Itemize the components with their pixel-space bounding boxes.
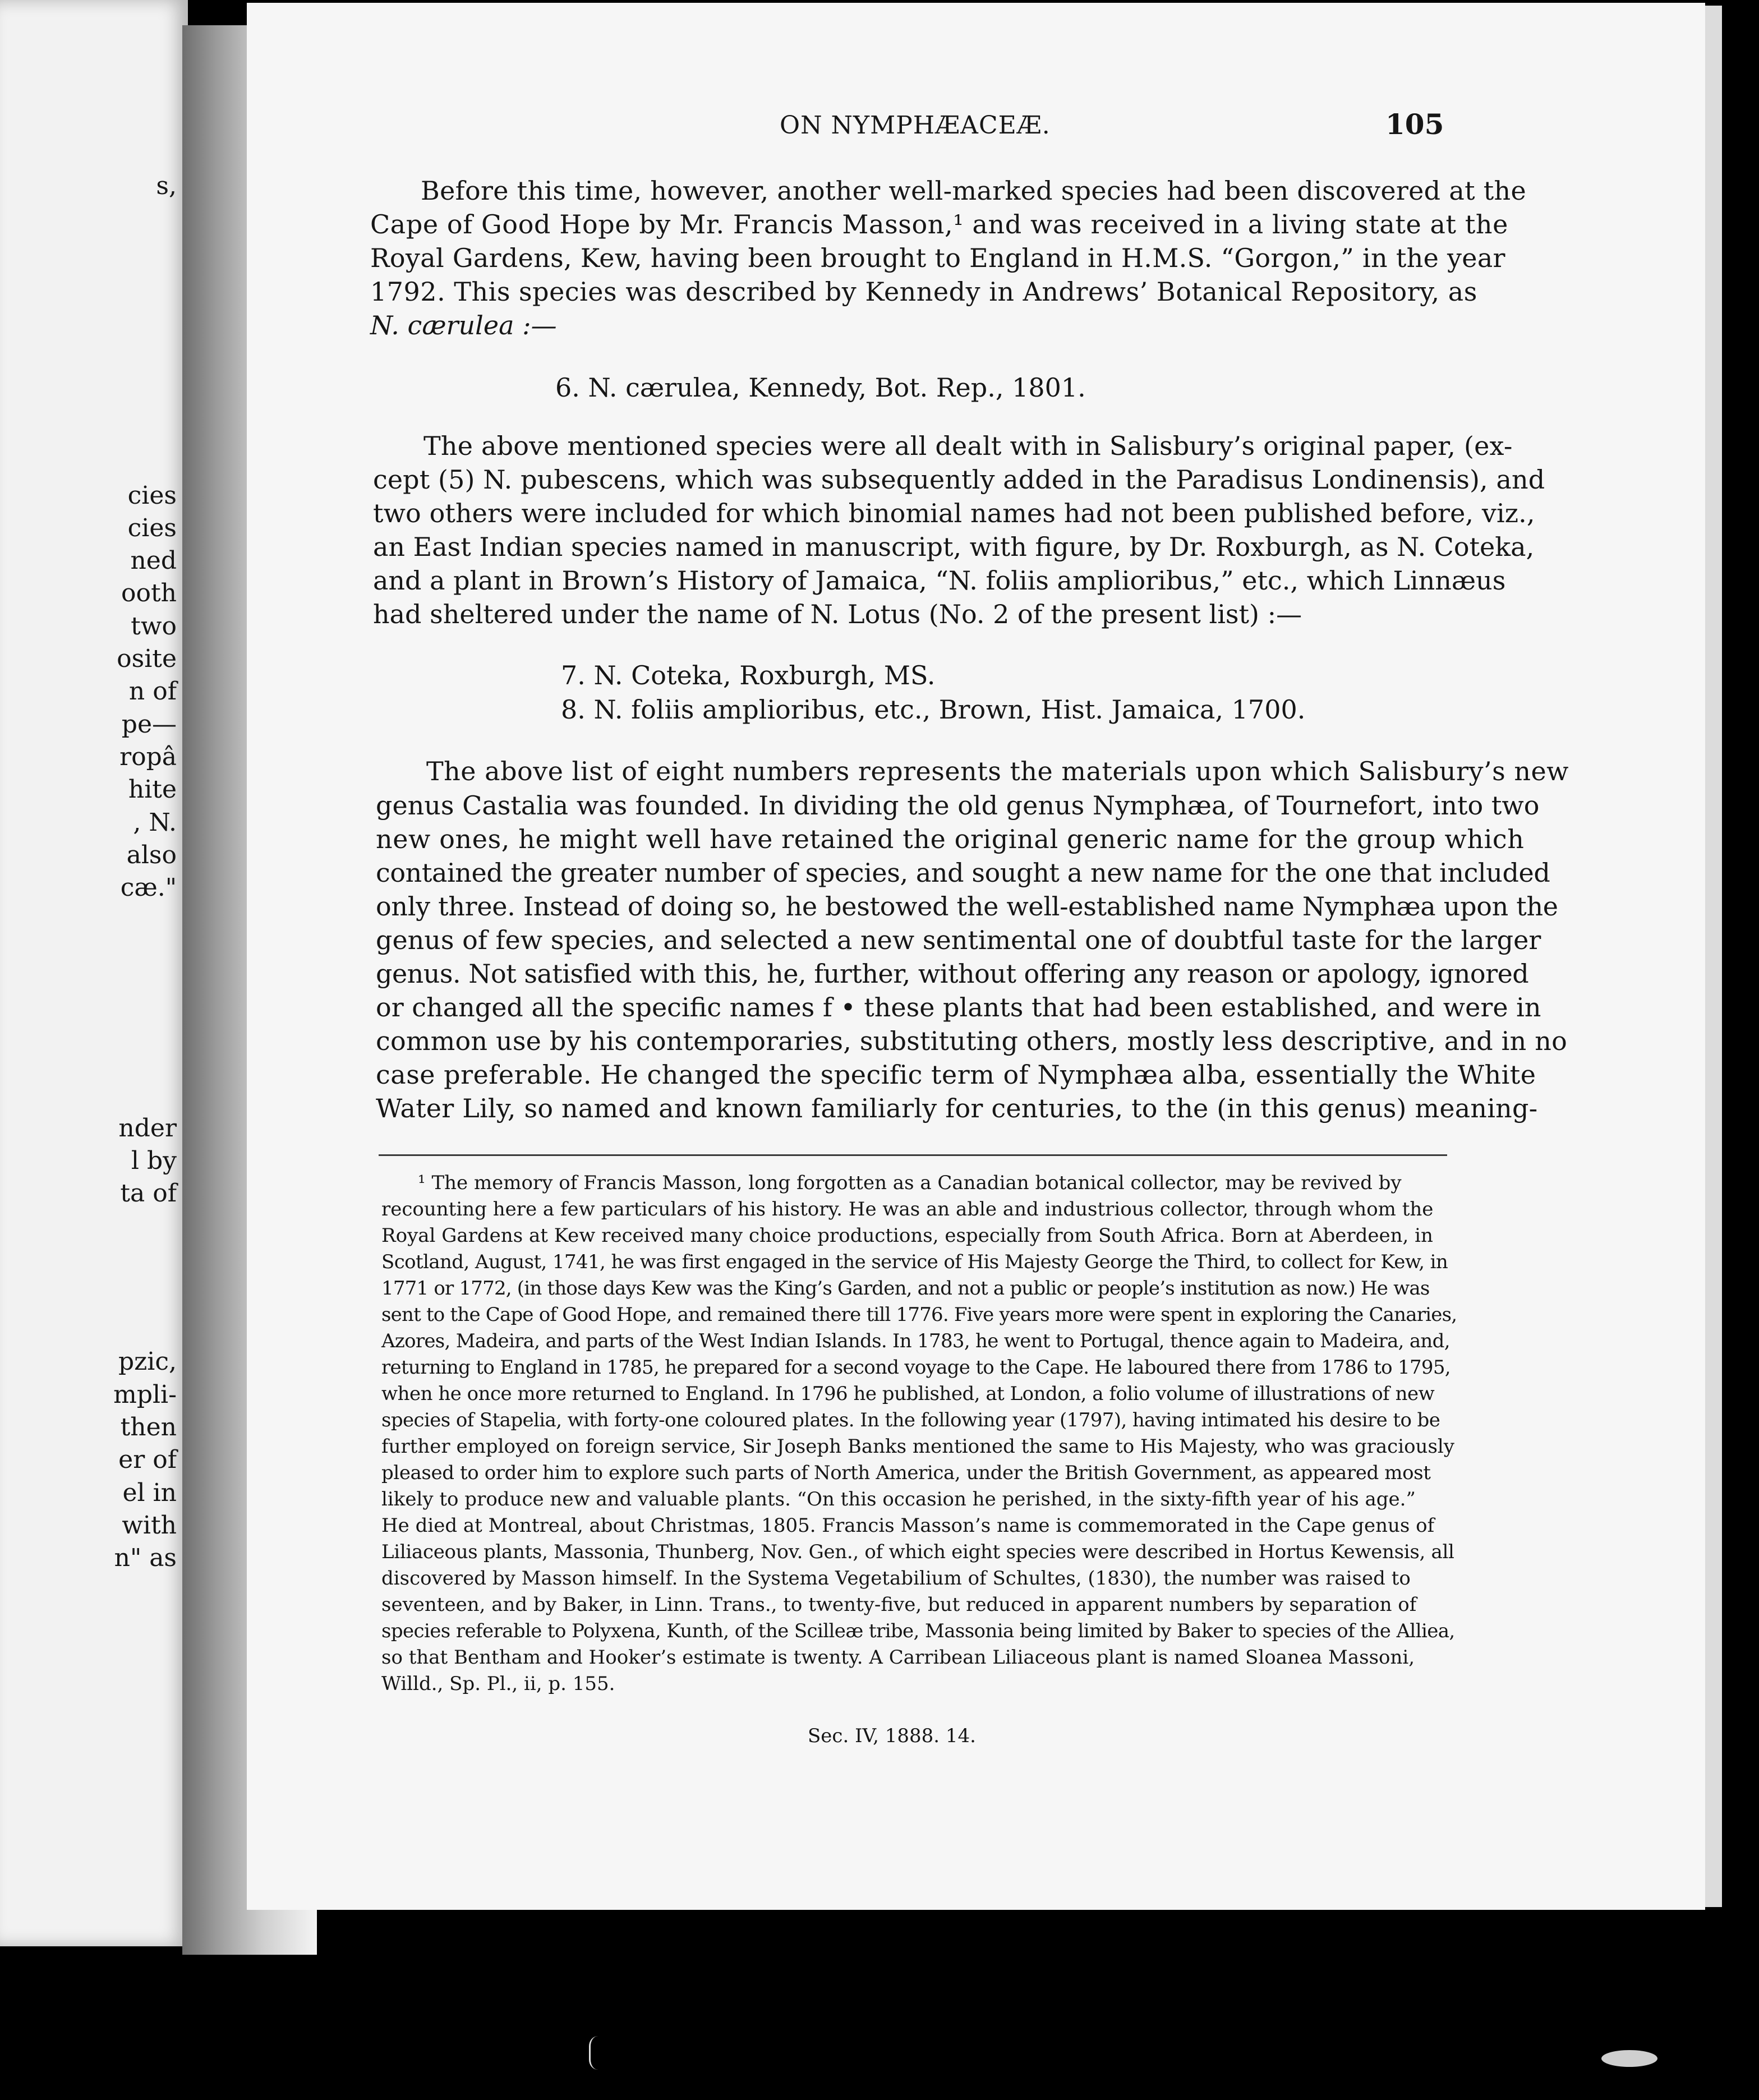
left-page-fragment: also [126,841,177,869]
left-page-fragment: n of [128,677,177,706]
left-page-fragment: cies [127,514,177,542]
footnote-line: species referable to Polyxena, Kunth, of the Scilleæ tribe, Massonia being limited by Baker to species of the Alliea, [381,1620,1455,1642]
body-line: genus. Not satisfied with this, he, further, without offering any reason or apology, ignored [376,959,1529,989]
signature-mark: Sec. IV, 1888. 14. [808,1725,976,1747]
body-line: two others were included for which binomial names had not been published before, viz., [373,498,1535,528]
left-page-fragment: el in [122,1479,177,1507]
left-page-fragment: l by [131,1146,177,1175]
body-line: 1792. This species was described by Kennedy in Andrews’ Botanical Repository, as [370,277,1477,307]
left-page-fragment: cies [127,481,177,510]
left-page-fragment: n" as [114,1544,177,1572]
footnote-line: further employed on foreign service, Sir Joseph Banks mentioned the same to His Majesty, who was graciously [381,1435,1454,1458]
left-page-fragment: s, [156,172,177,200]
left-page-fragment: mpli- [113,1380,177,1409]
left-page-fragment: pzic, [118,1347,177,1376]
footnote-line: returning to England in 1785, he prepared for a second voyage to the Cape. He laboured there from 1786 to 1795, [381,1356,1451,1379]
footnote-line: seventeen, and by Baker, in Linn. Trans., to twenty-five, but reduced in apparent numbers by separation of [381,1594,1417,1616]
scan-smudge [1601,2050,1657,2067]
footnote-line: Liliaceous plants, Massonia, Thunberg, Nov. Gen., of which eight species were described in Hortus Kewensis, all [381,1541,1454,1563]
left-page-text-fragments [0,0,188,1946]
footnote-line: recounting here a few particulars of his history. He was an able and industrious collector, through whom the [381,1198,1434,1221]
right-page-edge [1705,6,1722,1907]
left-facing-page [0,0,188,1946]
left-page-fragment: er of [118,1445,177,1474]
footnote-line: discovered by Masson himself. In the Systema Vegetabilium of Schultes, (1830), the number was raised to [381,1567,1411,1590]
footnote-line: ¹ The memory of Francis Masson, long forgotten as a Canadian botanical collector, may be revived by [418,1172,1402,1194]
body-line: genus Castalia was founded. In dividing the old genus Nymphæa, of Tournefort, into two [376,790,1540,821]
running-header-title: ON NYMPHÆACEÆ. [780,111,1051,140]
left-page-fragment: ooth [121,579,177,607]
footnote-line: He died at Montreal, about Christmas, 1805. Francis Masson’s name is commemorated in the Cape genus of [381,1514,1435,1537]
scan-artifact [589,2036,619,2070]
body-line: an East Indian species named in manuscript, with figure, by Dr. Roxburgh, as N. Coteka, [373,532,1535,562]
body-line: case preferable. He changed the specific term of Nymphæa alba, essentially the White [376,1060,1536,1090]
body-line: The above list of eight numbers represents the materials upon which Salisbury’s new [426,756,1569,786]
left-page-fragment: pe— [121,710,177,739]
left-page-fragment: ropâ [119,743,177,771]
left-page-fragment: ta of [120,1179,177,1208]
body-line: or changed all the specific names f • these plants that had been established, and were in [376,992,1541,1023]
body-line: had sheltered under the name of N. Lotus (No. 2 of the present list) :— [373,599,1302,629]
body-line: only three. Instead of doing so, he bestowed the well-established name Nymphæa upon the [376,891,1558,922]
body-line: Before this time, however, another well-marked species had been discovered at the [421,176,1527,206]
body-line: new ones, he might well have retained the original generic name for the group which [376,824,1525,854]
body-line: genus of few species, and selected a new sentimental one of doubtful taste for the larger [376,925,1541,955]
left-page-fragment: then [120,1413,177,1442]
body-line: Royal Gardens, Kew, having been brought to England in H.M.S. “Gorgon,” in the year [370,243,1505,273]
footnote-line: 1771 or 1772, (in those days Kew was the King’s Garden, and not a public or people’s institution as now.) He was [381,1277,1430,1300]
species-entry-6: 6. N. cærulea, Kennedy, Bot. Rep., 1801. [555,372,1086,403]
body-line: cept (5) N. pubescens, which was subsequently added in the Paradisus Londinensis), and [373,464,1545,495]
body-line: contained the greater number of species, and sought a new name for the one that included [376,858,1550,888]
left-page-fragment: ned [130,546,177,575]
footnote-line: when he once more returned to England. In 1796 he published, at London, a folio volume of illustrations of new [381,1383,1435,1405]
left-page-fragment: cæ." [120,873,177,902]
left-page-fragment: , N. [133,808,177,837]
footnote-line: so that Bentham and Hooker’s estimate is twenty. A Carribean Liliaceous plant is named Sloanea Massoni, [381,1646,1415,1669]
species-entry-7: 7. N. Coteka, Roxburgh, MS. [561,660,936,690]
footnote-line: Azores, Madeira, and parts of the West Indian Islands. In 1783, he went to Portugal, thence again to Madeira, and, [381,1330,1450,1352]
footnote-line: likely to produce new and valuable plants. “On this occasion he perished, in the sixty-fifth year of his age.” [381,1488,1416,1510]
body-line: common use by his contemporaries, substituting others, mostly less descriptive, and in no [376,1026,1567,1056]
footnote-divider-rule [379,1154,1447,1156]
footnote-line: sent to the Cape of Good Hope, and remained there till 1776. Five years more were spent in exploring the Canaries, [381,1304,1457,1326]
species-entry-8: 8. N. foliis amplioribus, etc., Brown, Hist. Jamaica, 1700. [561,694,1306,725]
left-page-fragment: two [131,612,177,641]
footnote-line: Royal Gardens at Kew received many choice productions, especially from South Africa. Born at Aberdeen, in [381,1224,1433,1247]
body-line: Water Lily, so named and known familiarly for centuries, to the (in this genus) meaning- [376,1093,1538,1123]
footnote-line: Scotland, August, 1741, he was first engaged in the service of His Majesty George the Third, to collect for Kew, in [381,1251,1448,1273]
footnote-line: species of Stapelia, with forty-one coloured plates. In the following year (1797), having intimated his desire to be [381,1409,1440,1431]
body-line: Cape of Good Hope by Mr. Francis Masson,¹ and was received in a living state at the [370,209,1508,240]
left-page-fragment: osite [117,644,177,673]
footnote-line: pleased to order him to explore such parts of North America, under the British Government, as appeared most [381,1462,1431,1484]
left-page-fragment: nder [118,1114,177,1143]
body-line: The above mentioned species were all dealt with in Salisbury’s original paper, (ex- [423,431,1513,461]
left-page-fragment: hite [128,775,177,804]
left-page-fragment: with [122,1511,177,1540]
footnote-line: Willd., Sp. Pl., ii, p. 155. [381,1673,615,1695]
page-number: 105 [1385,108,1444,141]
body-line: and a plant in Brown’s History of Jamaica, “N. foliis amplioribus,” etc., which Linnæus [373,565,1506,596]
body-line: N. cærulea :— [370,310,557,340]
